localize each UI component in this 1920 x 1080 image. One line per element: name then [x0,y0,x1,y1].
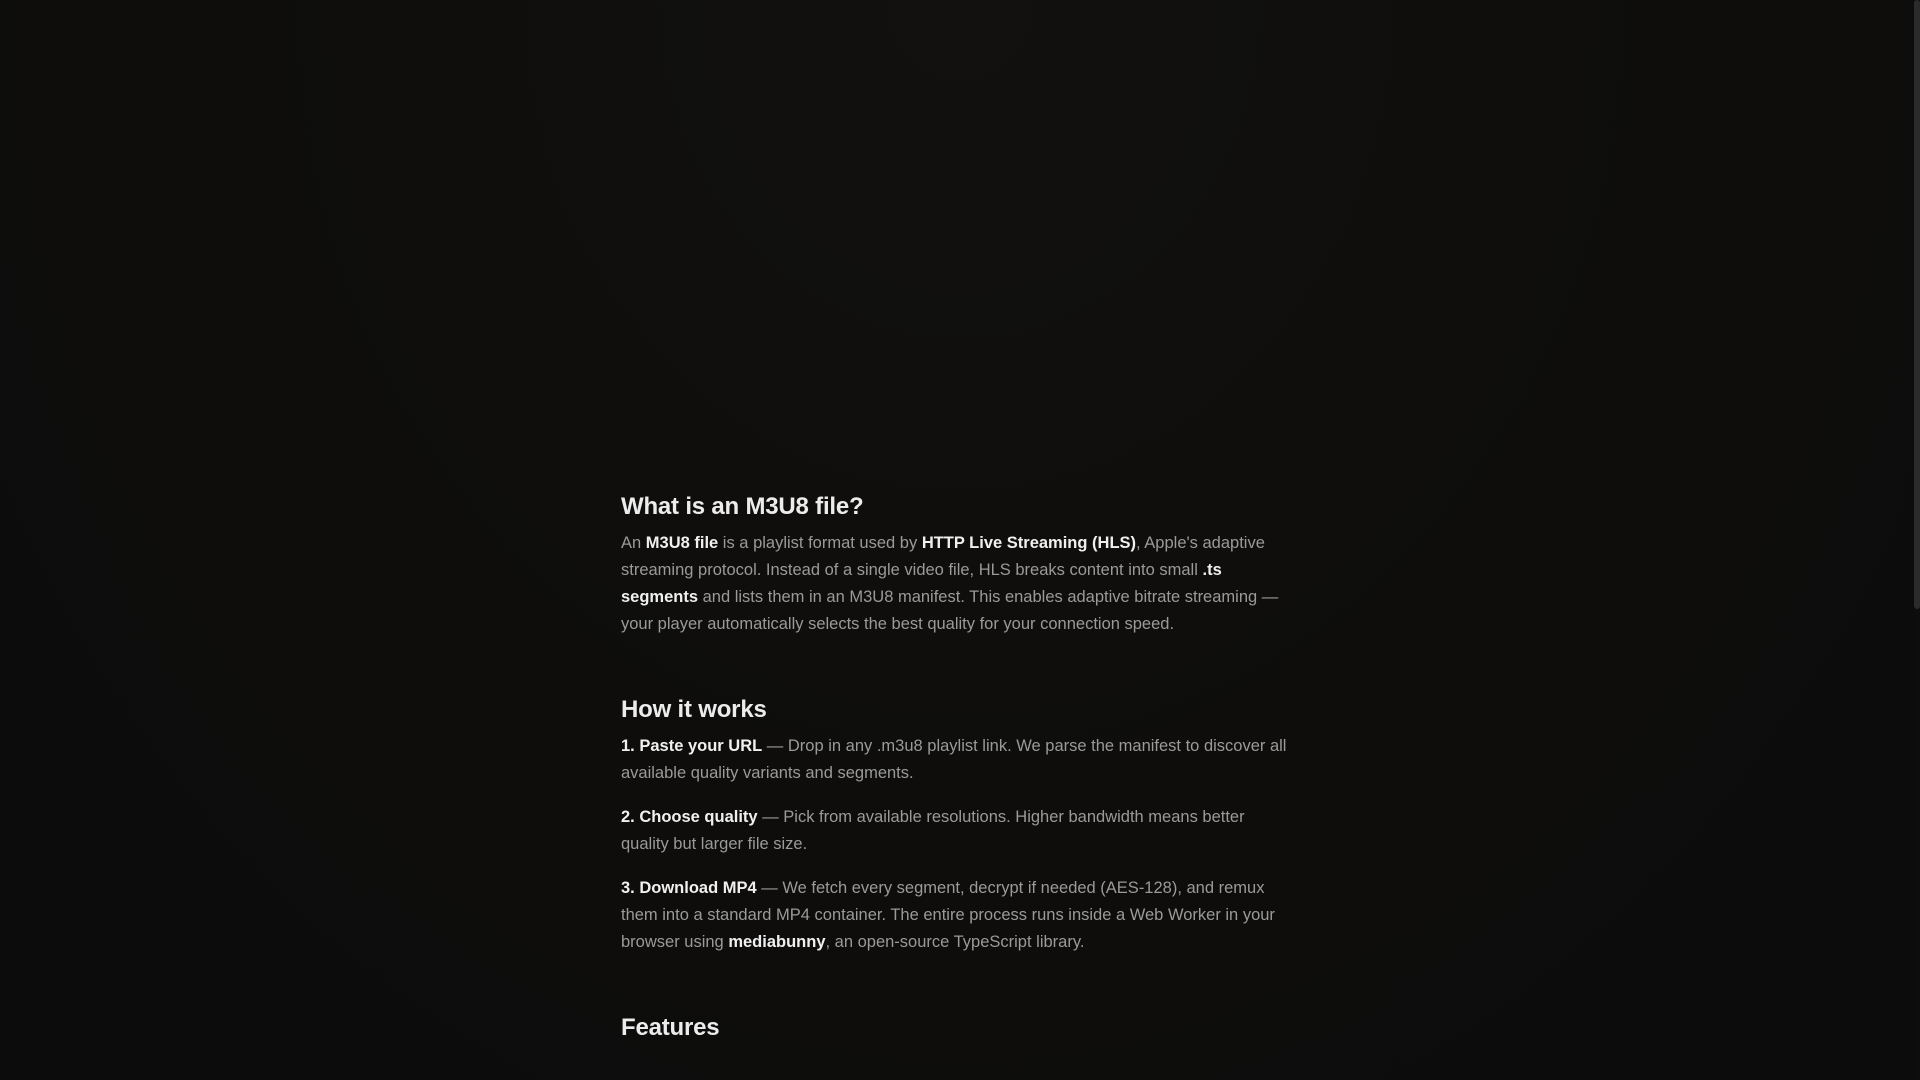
emphasis-mediabunny: mediabunny [728,933,826,951]
what-is-m3u8-paragraph [621,530,1293,638]
step-item [621,733,1293,787]
step-item [621,804,1293,858]
step-description: — Drop in any .m3u8 playlist link. We parse the manifest to discover all available quality variants and segments. [621,737,1287,782]
step-label: 2. Choose quality [621,808,758,826]
emphasis-hls: HTTP Live Streaming (HLS) [921,534,1137,552]
step-item [621,875,1293,956]
section-what-is-m3u8 [621,490,1293,638]
step-description: — Pick from available resolutions. Higher bandwidth means better quality but larger file size. [621,808,1245,853]
step-description: — We fetch every segment, decrypt if needed (AES-128), and remux them into a standard MP4 container. The entire process runs inside a Web Worker in your browser using [621,879,1275,951]
steps-list [621,733,1293,956]
text-run: is a playlist format used by [718,534,922,552]
main-content [621,490,1293,1045]
scrollbar-thumb[interactable] [1914,0,1920,609]
vertical-scrollbar[interactable] [1914,0,1920,1080]
step-label: 1. Paste your URL [621,737,763,755]
step-label: 3. Download MP4 [621,879,757,897]
emphasis-ts-segments: .ts segments [621,561,1222,606]
section-title-what-is-m3u8: What is an M3U8 file? [621,493,864,520]
text-run: , Apple's adaptive streaming protocol. Instead of a single video file, HLS breaks content into small [621,534,1265,579]
section-how-it-works [621,693,1293,956]
section-features [621,1011,1293,1045]
text-run: and lists them in an M3U8 manifest. This enables adaptive bitrate streaming — your player automatically selects the best quality for your connection speed. [621,588,1279,633]
text-run: An [621,534,646,552]
section-title-how-it-works: How it works [621,696,767,723]
emphasis-m3u8-file: M3U8 file [645,534,719,552]
section-title-features: Features [621,1014,720,1041]
step-description-tail: , an open-source TypeScript library. [825,933,1085,951]
